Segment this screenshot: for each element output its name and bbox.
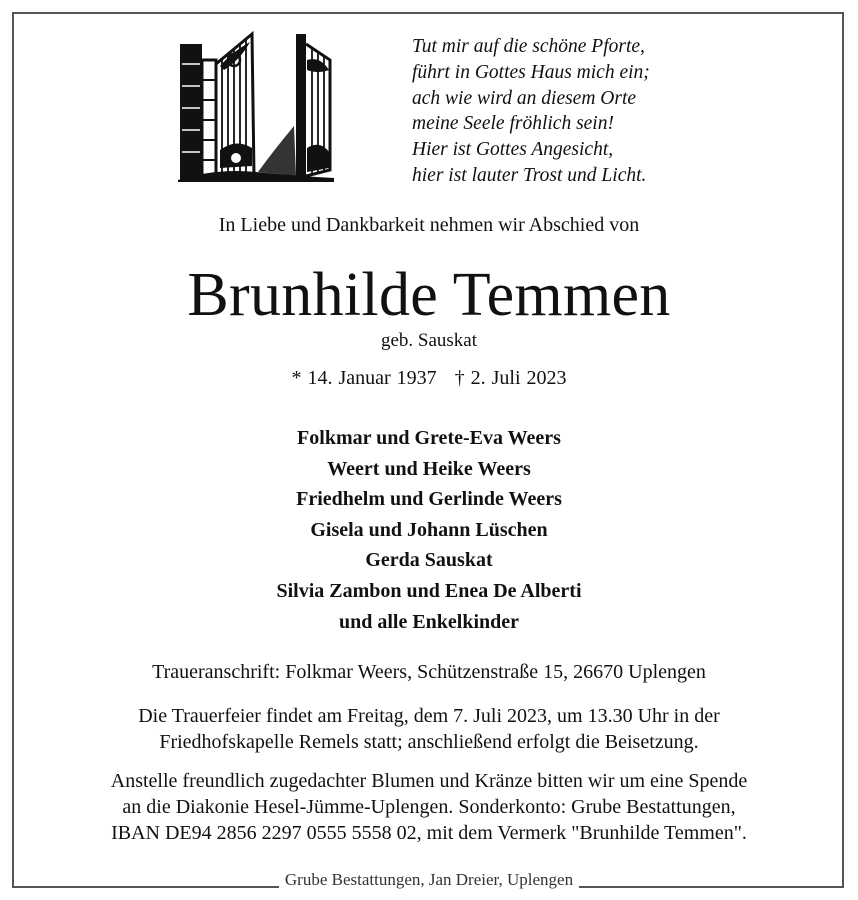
mourner: Gisela und Johann Lüschen xyxy=(310,518,548,541)
life-dates xyxy=(0,367,858,390)
poem-line: meine Seele fröhlich sein! xyxy=(412,113,614,135)
poem-line: ach wie wird an diesem Orte xyxy=(412,87,637,109)
donation-line: Anstelle freundlich zugedachter Blumen und Kränze bitten wir um eine Spende xyxy=(110,770,748,792)
poem-line: Hier ist Gottes Angesicht, xyxy=(412,139,614,161)
mourner: Gerda Sauskat xyxy=(365,549,493,572)
open-gate-icon xyxy=(176,30,336,182)
donation-info xyxy=(0,768,858,846)
mourners-list xyxy=(0,423,858,637)
poem-line: führt in Gottes Haus mich ein; xyxy=(412,61,650,83)
service-info xyxy=(0,703,858,755)
mourner: Weert und Heike Weers xyxy=(327,457,531,480)
donation-line: IBAN DE94 2856 2297 0555 5558 02, mit dem Vermerk "Brunhilde Temmen". xyxy=(111,822,747,844)
mourner: und alle Enkelkinder xyxy=(338,610,520,633)
mourning-address: Traueranschrift: Folkmar Weers, Schützenstraße 15, 26670 Uplengen xyxy=(152,661,706,683)
death-date: † 2. Juli 2023 xyxy=(454,367,567,389)
footer xyxy=(0,870,858,890)
funeral-home: Grube Bestattungen, Jan Dreier, Uplengen xyxy=(279,870,579,889)
poem-line: hier ist lauter Trost und Licht. xyxy=(412,164,647,186)
intro-text: In Liebe und Dankbarkeit nehmen wir Abschied von xyxy=(218,214,640,236)
service-line: Friedhofskapelle Remels statt; anschließend erfolgt die Beisetzung. xyxy=(159,731,699,753)
poem-line: Tut mir auf die schöne Pforte, xyxy=(412,36,645,57)
mourner: Friedhelm und Gerlinde Weers xyxy=(296,488,562,511)
donation-line: an die Diakonie Hesel-Jümme-Uplengen. Sonderkonto: Grube Bestattungen, xyxy=(122,796,736,818)
birth-name: geb. Sauskat xyxy=(380,330,478,351)
mourner: Folkmar und Grete-Eva Weers xyxy=(297,427,561,449)
mourner: Silvia Zambon und Enea De Alberti xyxy=(276,579,582,602)
deceased-name: Brunhilde Temmen xyxy=(187,261,671,329)
birth-date: * 14. Januar 1937 xyxy=(291,367,437,389)
poem xyxy=(412,34,650,189)
service-line: Die Trauerfeier findet am Freitag, dem 7. Juli 2023, um 13.30 Uhr in der xyxy=(138,705,720,727)
